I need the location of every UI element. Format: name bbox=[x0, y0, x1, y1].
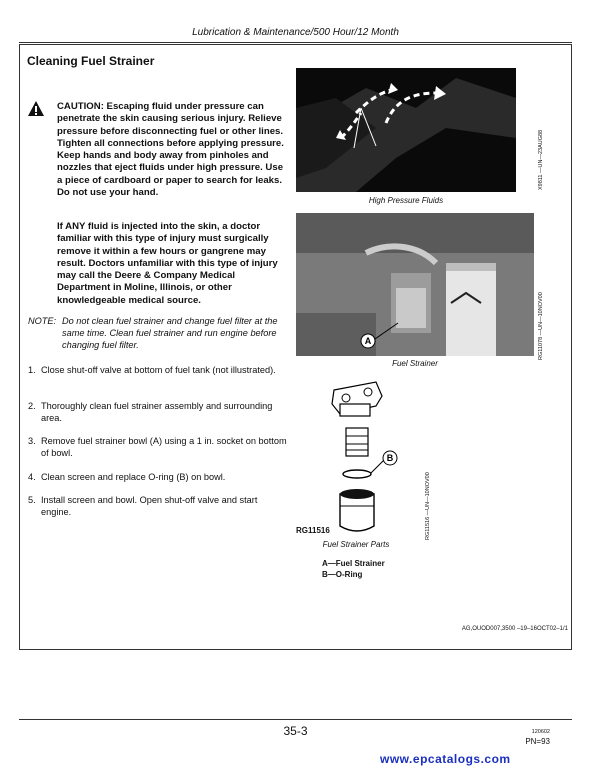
header-rule bbox=[19, 42, 572, 43]
callout-a-label: A bbox=[364, 336, 372, 346]
step-number: 2. bbox=[28, 401, 36, 411]
warning-icon bbox=[27, 100, 45, 118]
figure-caption: Fuel Strainer Parts bbox=[322, 540, 390, 549]
section-title: Cleaning Fuel Strainer bbox=[27, 54, 155, 68]
step-text: Clean screen and replace O-ring (B) on bowl. bbox=[41, 472, 226, 482]
note-label: NOTE: bbox=[28, 316, 57, 326]
note-text: Do not clean fuel strainer and change fuel filter at the same time. Clean fuel strainer and run engine before changing fuel filter. bbox=[62, 316, 278, 351]
fluid-injection-text: If ANY fluid is injected into the skin, a doctor familiar with this type of injury must surgically remove it within a few hours or gangrene may result. Doctors unfamiliar with this type of injury may call the Deere & Company Medical Department in Moline, Illinois, or other knowledgeable medical source. bbox=[57, 221, 278, 306]
step-number: 4. bbox=[28, 472, 36, 482]
fuel-strainer-photo bbox=[296, 213, 534, 356]
footer-pn: PN=93 bbox=[525, 737, 550, 746]
figure-id: RG11078 —UN—10NOV00 bbox=[538, 292, 544, 360]
step-number: 1. bbox=[28, 365, 36, 375]
watermark: www.epcatalogs.com bbox=[380, 752, 511, 766]
list-item bbox=[28, 435, 290, 459]
list-item bbox=[28, 494, 290, 518]
figure-id: RG11516 —UN—10NOV00 bbox=[425, 472, 431, 540]
figure-caption: High Pressure Fluids bbox=[368, 196, 444, 205]
legend-item-b: B—O-Ring bbox=[322, 570, 363, 579]
legend-item-a: A—Fuel Strainer bbox=[322, 559, 385, 568]
footer-rule bbox=[19, 719, 572, 720]
page-number: 35-3 bbox=[283, 724, 308, 738]
step-number: 3. bbox=[28, 436, 36, 446]
caution-text: CAUTION: Escaping fluid under pressure can penetrate the skin causing serious injury. Relieve pressure before disconnecting fuel or other lines. Tighten all connections before applying pressure. Keep hands and body away from pinholes and nozzles that eject fluids under high pressure. Use a piece of cardboard or paper to search for leaks. Do not use your hand. bbox=[57, 101, 284, 199]
list-item bbox=[28, 471, 290, 483]
callout-b-label: B bbox=[386, 453, 394, 463]
figure-id: X9811 —UN—23AUG88 bbox=[538, 129, 544, 190]
list-item bbox=[28, 364, 290, 376]
step-number: 5. bbox=[28, 495, 36, 505]
document-reference: AG,OUOD007,3500 –19–16OCT02–1/1 bbox=[461, 626, 568, 632]
step-text: Remove fuel strainer bowl (A) using a 1 in. socket on bottom of bowl. bbox=[41, 436, 287, 458]
figure-label: RG11516 bbox=[296, 526, 330, 535]
fuel-strainer-parts-diagram bbox=[326, 378, 416, 538]
step-text: Install screen and bowl. Open shut-off valve and start engine. bbox=[41, 495, 258, 517]
step-text: Close shut-off valve at bottom of fuel tank (not illustrated). bbox=[41, 365, 276, 375]
step-text: Thoroughly clean fuel strainer assembly and surrounding area. bbox=[41, 401, 273, 423]
figure-caption: Fuel Strainer bbox=[392, 359, 438, 368]
footer-date: 120602 bbox=[531, 729, 550, 735]
note-block bbox=[28, 315, 290, 351]
list-item bbox=[28, 400, 290, 424]
page-header-title: Lubrication & Maintenance/500 Hour/12 Month bbox=[192, 27, 399, 38]
high-pressure-fluids-figure bbox=[296, 68, 516, 192]
